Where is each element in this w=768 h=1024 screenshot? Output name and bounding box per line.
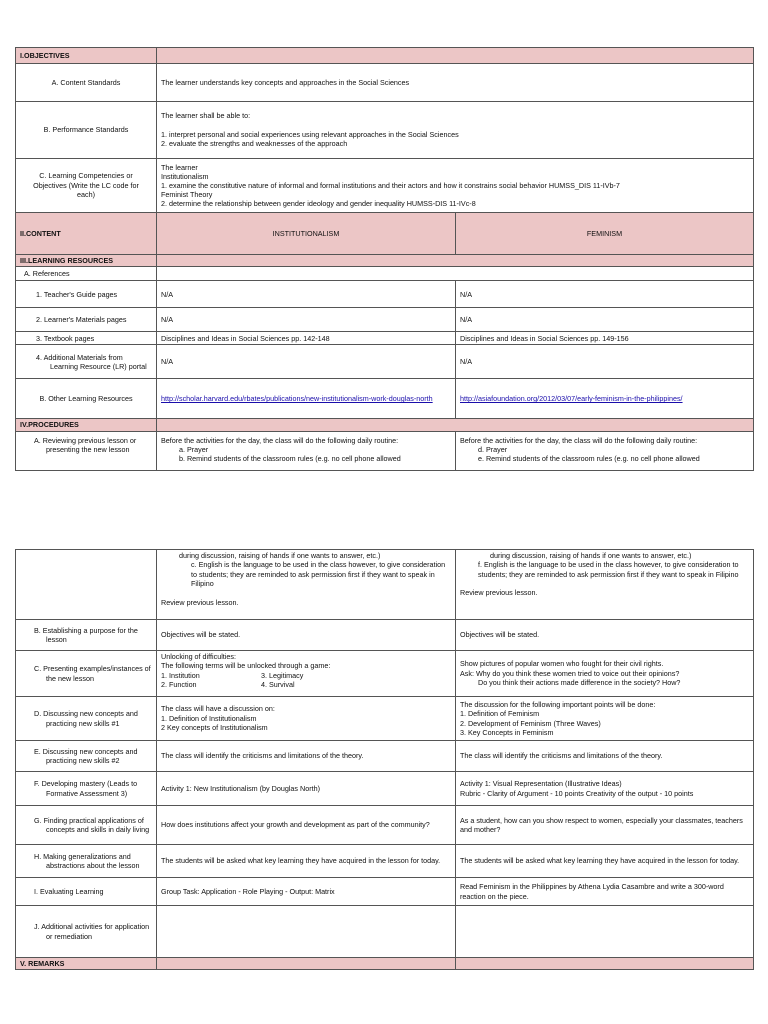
- practical-fem: As a student, how can you show respect to women, especially your classmates, teachers and mother?: [456, 806, 754, 845]
- references-label: A. References: [16, 267, 157, 281]
- presenting-fem-line: Ask: Why do you think these women tried to voice out their opinions?: [460, 668, 680, 678]
- continued-fem-line: [460, 579, 749, 588]
- presenting-inst: [157, 651, 456, 697]
- content-standards-label: A. Content Standards: [16, 64, 157, 102]
- continued-inst-line: during discussion, raising of hands if one wants to answer, etc.): [179, 551, 381, 560]
- objectives-header: I.OBJECTIVES: [16, 48, 157, 64]
- lesson-plan-table-page1: [15, 47, 754, 471]
- other-resources-fem: [456, 379, 754, 419]
- additional-materials-label: 4. Additional Materials from Learning Resource (LR) portal: [16, 345, 157, 379]
- presenting-inst-line: The following terms will be unlocked through a game:: [161, 661, 331, 671]
- evaluating-fem: Read Feminism in the Philippines by Athena Lydia Casambre and write a 300-word reaction on the piece.: [456, 878, 754, 906]
- evaluating-label: I. Evaluating Learning: [16, 878, 157, 906]
- presenting-inst-line: Unlocking of difficulties:: [161, 652, 236, 661]
- reviewing-inst: [157, 431, 456, 470]
- practical-inst: How does institutions affect your growth and development as part of the community?: [157, 806, 456, 845]
- competency-line: 1. examine the constitutive nature of informal and formal institutions and their actors and how it constrains social behavior HUMSS_DIS 11-IVb-7: [161, 181, 620, 190]
- procedures-header-fill: [157, 419, 754, 431]
- presenting-label: C. Presenting examples/instances of the new lesson: [16, 651, 157, 697]
- presenting-terms-row: [161, 680, 451, 689]
- discussing2-label: E. Discussing new concepts and practicing new skills #2: [16, 741, 157, 772]
- column-feminism: FEMINISM: [456, 213, 754, 255]
- performance-line: The learner shall be able to:: [161, 111, 251, 121]
- discussing1-inst-line: The class will have a discussion on:: [161, 704, 275, 714]
- term: 3. Legitimacy: [261, 670, 304, 680]
- continued-inst-line: Review previous lesson.: [161, 597, 239, 607]
- remarks-fill-fem: [456, 958, 754, 970]
- discussing1-fem: [456, 697, 754, 741]
- reviewing-fem: [456, 431, 754, 470]
- purpose-fem: Objectives will be stated.: [456, 620, 754, 651]
- additional-activities-fem: [456, 906, 754, 958]
- teachers-guide-label: 1. Teacher's Guide pages: [16, 281, 157, 308]
- reviewing-inst-item: b. Remind students of the classroom rules (e.g. no cell phone allowed: [179, 454, 401, 464]
- performance-line: 2. evaluate the strengths and weaknesses of the approach: [161, 139, 348, 149]
- additional-activities-inst: [157, 906, 456, 958]
- reviewing-fem-item: e. Remind students of the classroom rules (e.g. no cell phone allowed: [478, 454, 700, 464]
- term: 1. Institution: [161, 670, 200, 680]
- discussing1-label: D. Discussing new concepts and practicing new skills #1: [16, 697, 157, 741]
- feminism-resource-link[interactable]: http://asiafoundation.org/2012/03/07/early-feminism-in-the-philippines/: [460, 394, 683, 404]
- mastery-inst: Activity 1: New Institutionalism (by Douglas North): [157, 772, 456, 806]
- presenting-fem-line: Do you think their actions made difference in the society? How?: [478, 678, 681, 688]
- additional-materials-fem: N/A: [456, 345, 754, 379]
- performance-standards-label: B. Performance Standards: [16, 102, 157, 159]
- other-resources-inst: [157, 379, 456, 419]
- discussing1-fem-line: 1. Definition of Feminism: [460, 709, 540, 719]
- reviewing-fem-item: d. Prayer: [478, 445, 508, 455]
- term: 4. Survival: [261, 680, 295, 690]
- competency-line: 2. determine the relationship between gender ideology and gender inequality HUMSS-DIS 11-IVc-8: [161, 199, 476, 208]
- textbook-inst: Disciplines and Ideas in Social Sciences pp. 142-148: [157, 332, 456, 345]
- purpose-inst: Objectives will be stated.: [157, 620, 456, 651]
- column-institutionalism: INSTITUTIONALISM: [157, 213, 456, 255]
- learners-materials-fem: N/A: [456, 308, 754, 332]
- discussing1-fem-line: 2. Development of Feminism (Three Waves): [460, 718, 601, 728]
- content-header: II.CONTENT: [16, 213, 157, 255]
- continued-fem: [456, 550, 754, 620]
- mastery-fem-line: Activity 1: Visual Representation (Illustrative Ideas): [460, 779, 622, 789]
- other-resources-label: B. Other Learning Resources: [16, 379, 157, 419]
- additional-materials-inst: N/A: [157, 345, 456, 379]
- competency-line: The learner: [161, 163, 198, 172]
- competencies-text: [157, 159, 754, 213]
- evaluating-inst: Group Task: Application - Role Playing - Output: Matrix: [157, 878, 456, 906]
- mastery-label: F. Developing mastery (Leads to Formative Assessment 3): [16, 772, 157, 806]
- discussing1-inst-line: 1. Definition of Institutionalism: [161, 713, 257, 723]
- teachers-guide-fem: N/A: [456, 281, 754, 308]
- performance-line: 1. interpret personal and social experiences using relevant approaches in the Social Sciences: [161, 130, 459, 139]
- continued-inst: [157, 550, 456, 620]
- remarks-fill-inst: [157, 958, 456, 970]
- discussing2-fem: The class will identify the criticisms and limitations of the theory.: [456, 741, 754, 772]
- discussing1-inst-line: 2 Key concepts of Institutionalism: [161, 723, 268, 733]
- performance-line: [161, 121, 749, 130]
- generalizations-label: H. Making generalizations and abstractions about the lesson: [16, 845, 157, 878]
- practical-label: G. Finding practical applications of concepts and skills in daily living: [16, 806, 157, 845]
- reviewing-inst-item: a. Prayer: [179, 445, 209, 455]
- reviewing-label: A. Reviewing previous lesson or presenting the new lesson: [16, 431, 157, 470]
- procedures-header: IV.PROCEDURES: [16, 419, 157, 431]
- performance-standards-text: [157, 102, 754, 159]
- generalizations-inst: The students will be asked what key learning they have acquired in the lesson for today.: [157, 845, 456, 878]
- continued-fem-line: f. English is the language to be used in the class however, to give consideration to students; they are reminded to ask permission first if they want to speak in Filipino: [478, 560, 739, 579]
- reviewing-inst-intro: Before the activities for the day, the class will do the following daily routine:: [161, 435, 399, 445]
- term: 2. Function: [161, 680, 197, 690]
- learners-materials-inst: N/A: [157, 308, 456, 332]
- continued-inst-line: c. English is the language to be used in the class however, to give consideration to students; they are reminded to ask permission first if they want to speak in Filipino: [191, 560, 446, 589]
- textbook-fem: Disciplines and Ideas in Social Sciences pp. 149-156: [456, 332, 754, 345]
- reviewing-fem-intro: Before the activities for the day, the class will do the following daily routine:: [460, 435, 698, 445]
- objectives-header-fill: [157, 48, 754, 64]
- continued-inst-line: [161, 588, 451, 597]
- remarks-header: V. REMARKS: [16, 958, 157, 970]
- textbook-label: 3. Textbook pages: [16, 332, 157, 345]
- lesson-plan-table-page2: [15, 549, 754, 970]
- resources-header: III.LEARNING RESOURCES: [16, 255, 157, 267]
- mastery-fem-line: Rubric - Clarity of Argument - 10 points Creativity of the output - 10 points: [460, 788, 694, 798]
- presenting-fem-line: Show pictures of popular women who fought for their civil rights.: [460, 659, 664, 669]
- purpose-label: B. Establishing a purpose for the lesson: [16, 620, 157, 651]
- content-standards-text: The learner understands key concepts and approaches in the Social Sciences: [157, 64, 754, 102]
- continued-fem-line: during discussion, raising of hands if one wants to answer, etc.): [490, 551, 692, 560]
- discussing1-inst: [157, 697, 456, 741]
- presenting-terms-row: [161, 671, 451, 680]
- references-fill: [157, 267, 754, 281]
- discussing2-inst: The class will identify the criticisms and limitations of the theory.: [157, 741, 456, 772]
- mastery-fem: [456, 772, 754, 806]
- discussing1-fem-line: 3. Key Concepts in Feminism: [460, 727, 554, 737]
- continued-fem-line: Review previous lesson.: [460, 588, 538, 598]
- institutionalism-resource-link[interactable]: http://scholar.harvard.edu/rbates/publications/new-institutionalism-work-douglas-north: [161, 394, 433, 404]
- presenting-fem: [456, 651, 754, 697]
- competencies-label: C. Learning Competencies or Objectives (Write the LC code for each): [16, 159, 157, 213]
- resources-header-fill: [157, 255, 754, 267]
- competency-line: Feminist Theory: [161, 190, 213, 199]
- generalizations-fem: The students will be asked what key learning they have acquired in the lesson for today.: [456, 845, 754, 878]
- additional-activities-label: J. Additional activities for application or remediation: [16, 906, 157, 958]
- teachers-guide-inst: N/A: [157, 281, 456, 308]
- discussing1-fem-line: The discussion for the following important points will be done:: [460, 699, 656, 709]
- learners-materials-label: 2. Learner's Materials pages: [16, 308, 157, 332]
- continued-label: [16, 550, 157, 620]
- competency-line: Institutionalism: [161, 172, 209, 181]
